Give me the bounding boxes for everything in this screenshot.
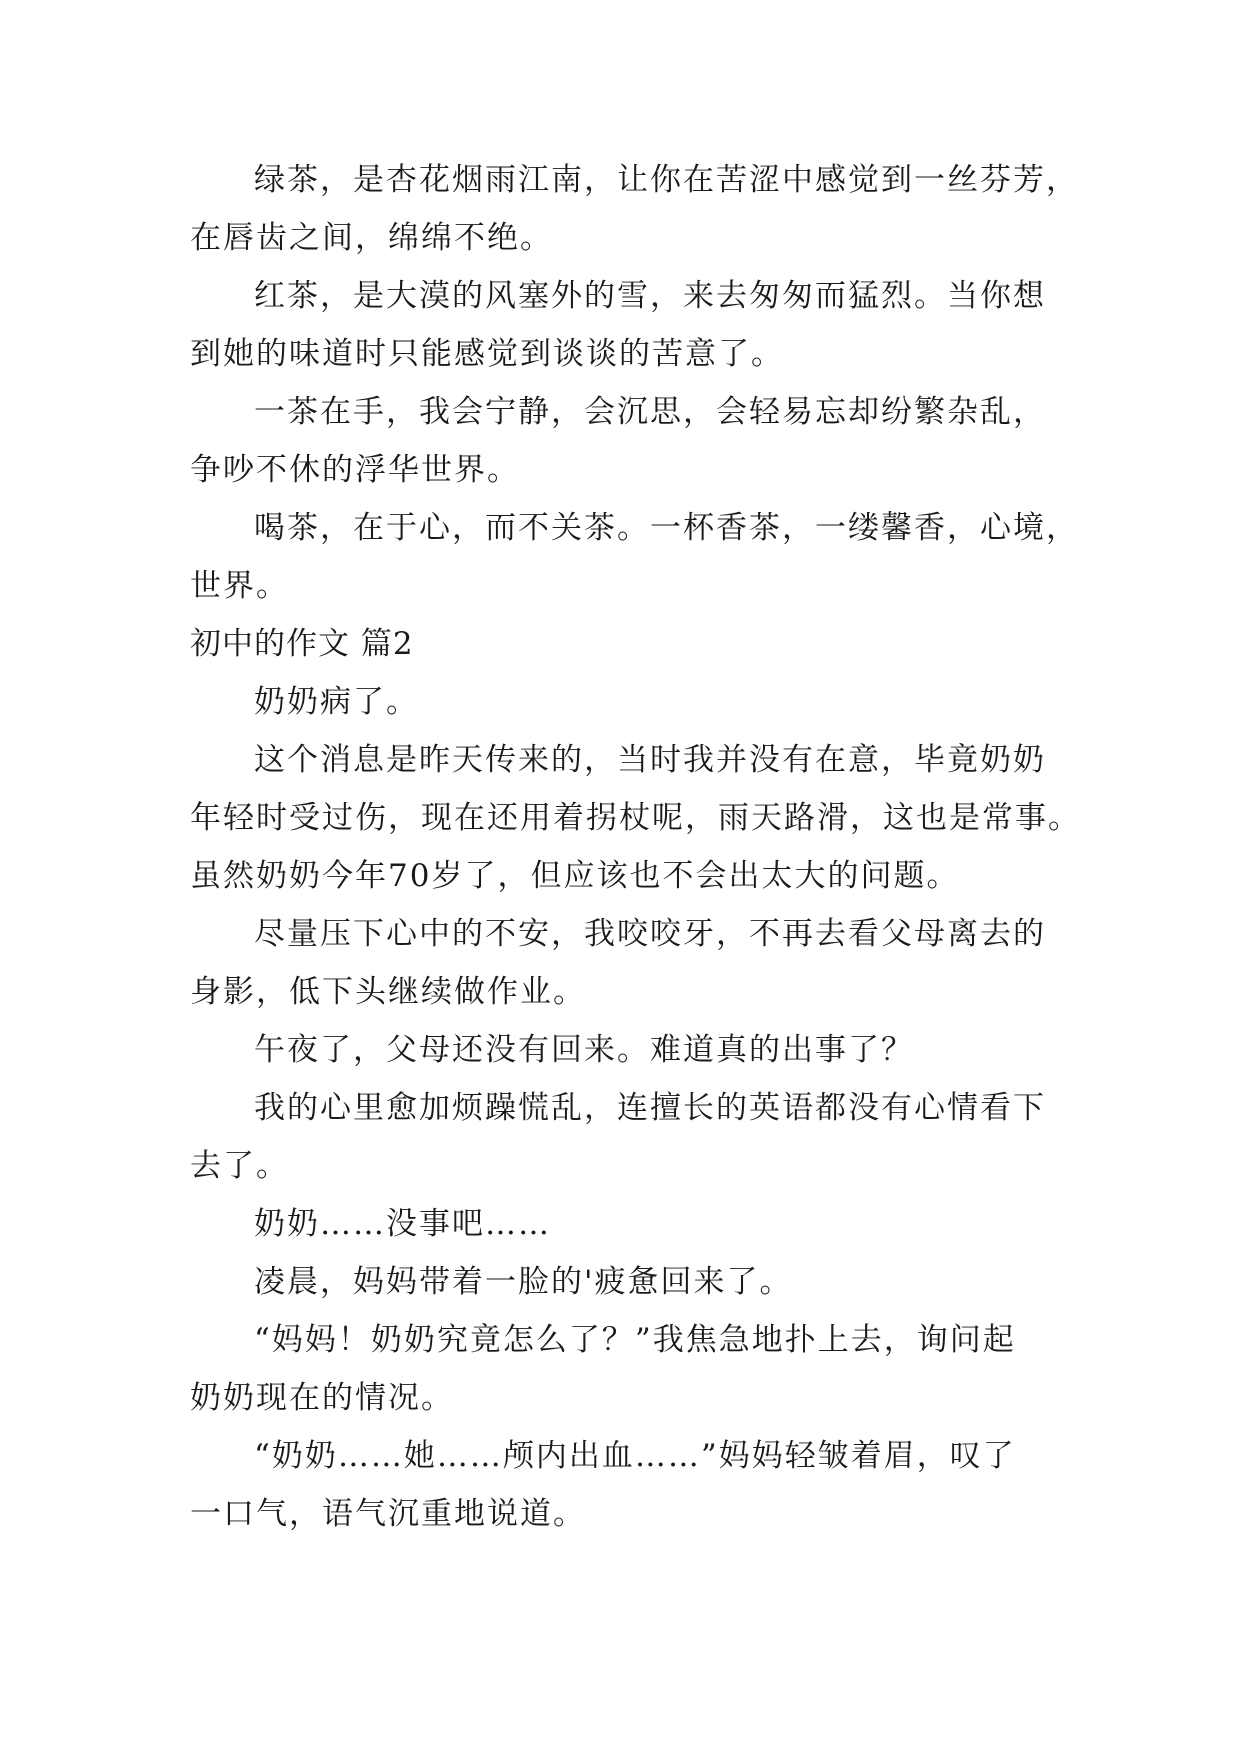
paragraph-line: 红茶，是大漠的风塞外的雪，来去匆匆而猛烈。当你想 [254, 278, 1046, 314]
paragraph-line: 去了。 [190, 1148, 289, 1184]
paragraph-line: 年轻时受过伤，现在还用着拐杖呢，雨天路滑，这也是常事。 [190, 800, 1081, 836]
paragraph-line: 尽量压下心中的不安，我咬咬牙，不再去看父母离去的 [254, 916, 1046, 952]
paragraph-line: 虽然奶奶今年70岁了，但应该也不会出太大的问题。 [190, 858, 960, 894]
paragraph-line: 我的心里愈加烦躁慌乱，连擅长的英语都没有心情看下 [254, 1090, 1046, 1126]
paragraph-line: 绿茶，是杏花烟雨江南，让你在苦涩中感觉到一丝芬芳， [254, 162, 1079, 198]
paragraph-line: 喝茶，在于心，而不关茶。一杯香茶，一缕馨香，心境， [254, 510, 1079, 546]
paragraph-line: “奶奶……她……颅内出血……”妈妈轻皱着眉，叹了 [254, 1438, 1016, 1474]
paragraph-line: 奶奶……没事吧…… [254, 1206, 551, 1242]
paragraph-line: “妈妈！奶奶究竟怎么了？”我焦急地扑上去，询问起 [254, 1322, 1016, 1358]
paragraph-line: 奶奶病了。 [254, 684, 419, 720]
paragraph-line: 在唇齿之间，绵绵不绝。 [190, 220, 553, 256]
paragraph-line: 奶奶现在的情况。 [190, 1380, 454, 1416]
paragraph-line: 一茶在手，我会宁静，会沉思，会轻易忘却纷繁杂乱， [254, 394, 1046, 430]
paragraph-line: 一口气，语气沉重地说道。 [190, 1496, 586, 1532]
paragraph-line: 世界。 [190, 568, 289, 604]
paragraph-line: 午夜了，父母还没有回来。难道真的出事了？ [254, 1032, 914, 1068]
section-heading: 初中的作文 篇2 [190, 626, 414, 662]
paragraph-line: 到她的味道时只能感觉到谈谈的苦意了。 [190, 336, 784, 372]
paragraph-line: 凌晨，妈妈带着一脸的'疲惫回来了。 [254, 1264, 793, 1300]
paragraph-line: 身影，低下头继续做作业。 [190, 974, 586, 1010]
paragraph-line: 争吵不休的浮华世界。 [190, 452, 520, 488]
paragraph-line: 这个消息是昨天传来的，当时我并没有在意，毕竟奶奶 [254, 742, 1046, 778]
